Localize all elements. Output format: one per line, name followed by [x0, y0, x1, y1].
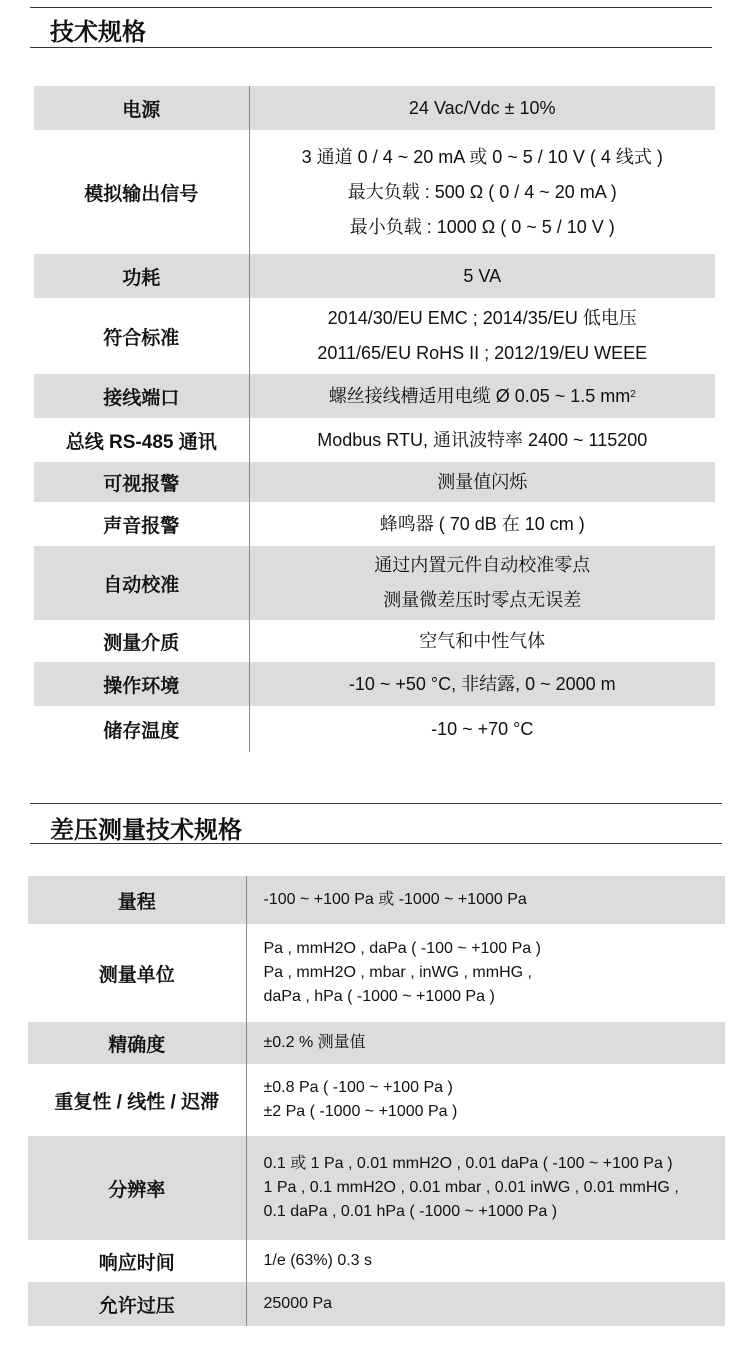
- spec-label: 储存温度: [34, 706, 249, 752]
- diff-pressure-spec-table: [28, 876, 725, 1326]
- spec-label: 符合标准: [34, 298, 249, 374]
- spec-value: [249, 502, 715, 546]
- spec-value-line: Pa , mmH2O , daPa ( -100 ~ +100 Pa ): [263, 940, 541, 957]
- spec-value: [249, 706, 715, 752]
- section1-bottom-rule: [30, 47, 712, 48]
- spec-value-line: 通过内置元件自动校准零点: [374, 555, 591, 575]
- spec-value: [249, 374, 715, 418]
- spec-label: 重复性 / 线性 / 迟滞: [28, 1064, 246, 1136]
- spec-value-line: 3 通道 0 / 4 ~ 20 mA 或 0 ~ 5 / 10 V ( 4 线式 ): [301, 146, 663, 167]
- spec-row: [28, 876, 725, 924]
- spec-row: [28, 1240, 725, 1282]
- spec-value-line: -10 ~ +50 °C, 非结露, 0 ~ 2000 m: [348, 673, 616, 694]
- spec-row: [34, 254, 715, 298]
- spec-value: [249, 254, 715, 298]
- spec-value: [249, 86, 715, 130]
- spec-row: [34, 662, 715, 706]
- spec-label: 测量介质: [34, 620, 249, 662]
- spec-value-line: daPa , hPa ( -1000 ~ +1000 Pa ): [263, 988, 495, 1005]
- spec-value-line: 2014/30/EU EMC ; 2014/35/EU 低电压: [327, 308, 637, 328]
- spec-value-line: -10 ~ +70 °C: [431, 718, 534, 739]
- spec-value: [246, 1282, 725, 1326]
- spec-row: [28, 924, 725, 1022]
- spec-value-line: 0.1 daPa , 0.01 hPa ( -1000 ~ +1000 Pa ): [263, 1203, 558, 1220]
- spec-row: [34, 462, 715, 502]
- spec-label: 测量单位: [28, 924, 246, 1022]
- section2-bottom-rule: [30, 843, 722, 844]
- spec-value: [246, 1064, 725, 1136]
- spec-row: [34, 374, 715, 418]
- spec-value-line: 测量微差压时零点无误差: [383, 590, 582, 610]
- spec-value: [246, 1022, 725, 1064]
- spec-value: [246, 924, 725, 1022]
- spec-value-line: 最小负载 : 1000 Ω ( 0 ~ 5 / 10 V ): [349, 216, 615, 237]
- spec-value-line: ±0.2 % 测量值: [263, 1034, 366, 1051]
- spec-row: [34, 706, 715, 752]
- spec-row: [34, 298, 715, 374]
- spec-row: [34, 546, 715, 620]
- spec-value: [249, 662, 715, 706]
- spec-label: 接线端口: [34, 374, 249, 418]
- spec-value-line: 蜂鸣器 ( 70 dB 在 10 cm ): [379, 513, 585, 534]
- spec-row: [34, 418, 715, 462]
- spec-label: 可视报警: [34, 462, 249, 502]
- spec-label: 分辨率: [28, 1136, 246, 1240]
- section1-top-rule: [30, 7, 712, 8]
- spec-value-line: Pa , mmH2O , mbar , inWG , mmHG ,: [263, 964, 532, 981]
- spec-value: [246, 876, 725, 924]
- spec-value-line: 25000 Pa: [263, 1295, 333, 1312]
- spec-label: 模拟输出信号: [34, 130, 249, 254]
- spec-row: [34, 620, 715, 662]
- spec-value-line: 空气和中性气体: [419, 630, 546, 651]
- spec-row: [28, 1064, 725, 1136]
- spec-value-line: -100 ~ +100 Pa 或 -1000 ~ +1000 Pa: [263, 891, 527, 908]
- spec-label: 总线 RS-485 通讯: [34, 418, 249, 462]
- spec-label: 电源: [34, 86, 249, 130]
- spec-row: [28, 1022, 725, 1064]
- spec-value: [249, 620, 715, 662]
- spec-row: [28, 1282, 725, 1326]
- superscript: 2: [630, 388, 636, 400]
- spec-label: 响应时间: [28, 1240, 246, 1282]
- spec-value-line: ±0.8 Pa ( -100 ~ +100 Pa ): [263, 1079, 453, 1096]
- spec-value-line: 1 Pa , 0.1 mmH2O , 0.01 mbar , 0.01 inWG , 0.01 mmHG ,: [263, 1179, 679, 1196]
- spec-value-line: ±2 Pa ( -1000 ~ +1000 Pa ): [263, 1103, 458, 1120]
- spec-value-line: 最大负载 : 500 Ω ( 0 / 4 ~ 20 mA ): [347, 181, 617, 202]
- section1-title: 技术规格: [50, 19, 146, 46]
- spec-value: [246, 1136, 725, 1240]
- spec-row: [34, 86, 715, 130]
- spec-value-line: 5 VA: [463, 265, 502, 286]
- spec-label: 操作环境: [34, 662, 249, 706]
- spec-row: [34, 502, 715, 546]
- spec-value: [249, 298, 715, 374]
- spec-row: [34, 130, 715, 254]
- spec-label: 自动校准: [34, 546, 249, 620]
- spec-value: [249, 546, 715, 620]
- spec-table: [34, 86, 715, 752]
- section2-title: 差压测量技术规格: [50, 817, 242, 844]
- spec-value: [249, 130, 715, 254]
- spec-label: 功耗: [34, 254, 249, 298]
- spec-value-line: 测量值闪烁: [437, 471, 528, 492]
- spec-label: 精确度: [28, 1022, 246, 1064]
- spec-value: [246, 1240, 725, 1282]
- spec-value-line: 1/e (63%) 0.3 s: [263, 1252, 372, 1269]
- spec-value: [249, 418, 715, 462]
- spec-label: 量程: [28, 876, 246, 924]
- spec-value-line: 24 Vac/Vdc ± 10%: [408, 97, 556, 118]
- spec-value-line: Modbus RTU, 通讯波特率 2400 ~ 115200: [317, 429, 648, 450]
- spec-value: [249, 462, 715, 502]
- section2-top-rule: [30, 803, 722, 804]
- spec-value-line: 螺丝接线槽适用电缆 Ø 0.05 ~ 1.5 $mm^2$: [328, 385, 636, 406]
- spec-label: 声音报警: [34, 502, 249, 546]
- spec-label: 允许过压: [28, 1282, 246, 1326]
- spec-row: [28, 1136, 725, 1240]
- spec-value-line: 0.1 或 1 Pa , 0.01 mmH2O , 0.01 daPa ( -100 ~ +100 Pa ): [263, 1155, 673, 1172]
- spec-value-line: 2011/65/EU RoHS II ; 2012/19/EU WEEE: [317, 343, 648, 363]
